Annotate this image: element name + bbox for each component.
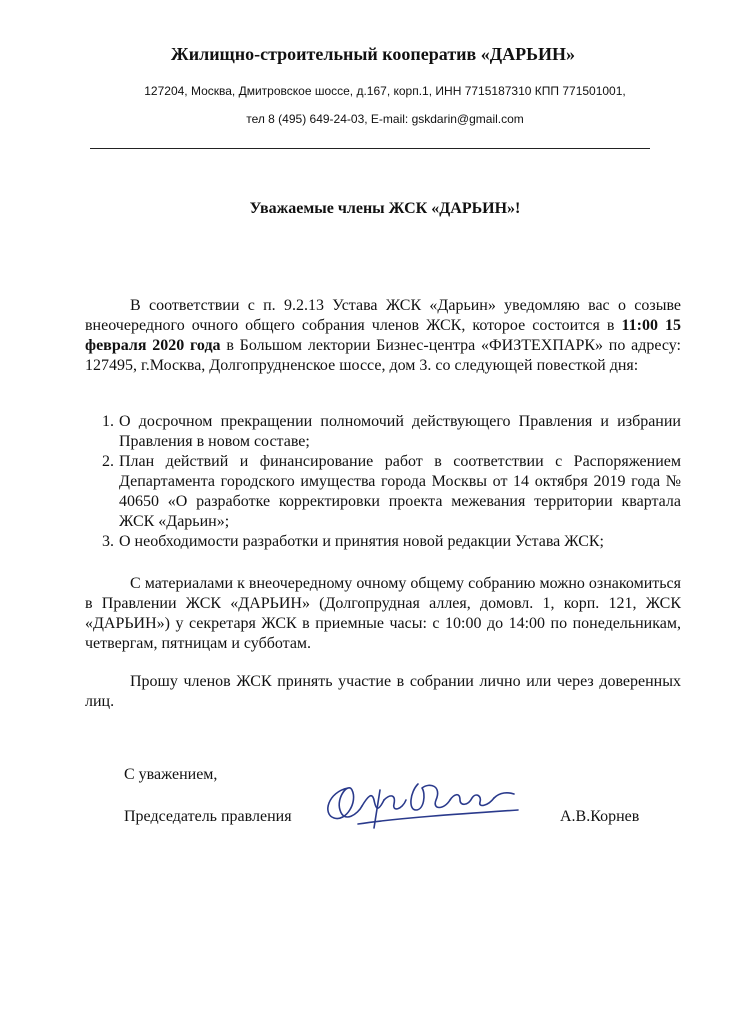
closing-regards: С уважением, (124, 766, 218, 783)
agenda-item-number: 2. (102, 453, 114, 470)
organization-contacts: тел 8 (495) 649-24-03, E-mail: gskdarin@gmail.com (246, 112, 524, 126)
agenda-item-text: План действий и финансирование работ в соответствии с Распоряжением Департамента городского имущества города Москвы от 14 октября 2019 года № 40650 «О разработке корректировки проекта межевания территории квартала ЖСК «Дарьин»; (119, 453, 681, 530)
meeting-datetime: 11:00 15 февраля 2020 года (85, 317, 681, 354)
intro-paragraph (85, 296, 681, 376)
materials-paragraph (85, 574, 681, 654)
request-text: Прошу членов ЖСК принять участие в собрании лично или через доверенных лиц. (85, 673, 681, 710)
materials-text: С материалами к внеочередному очному общему собранию можно ознакомиться в Правлении ЖСК «ДАРЬИН» (Долгопрудная аллея, домовл. 1, корп. 121, ЖСК «ДАРЬИН») у секретаря ЖСК в приемные часы: с 10:00 до 14:00 по понедельникам, четвергам, пятницам и субботам. (85, 575, 681, 652)
signer-position: Председатель правления (124, 808, 292, 825)
agenda-item (85, 412, 681, 452)
signer-name: А.В.Корнев (560, 808, 640, 825)
agenda-item-number: 1. (102, 413, 114, 430)
agenda-item-number: 3. (102, 533, 114, 550)
agenda-item-text: О необходимости разработки и принятия новой редакции Устава ЖСК; (119, 533, 604, 550)
organization-address: 127204, Москва, Дмитровское шоссе, д.167, корп.1, ИНН 7715187310 КПП 771501001, (144, 84, 626, 98)
agenda-list (85, 412, 681, 552)
agenda-item (85, 532, 681, 552)
greeting-heading: Уважаемые члены ЖСК «ДАРЬИН»! (249, 200, 521, 217)
intro-text-start: В соответствии с п. 9.2.13 Устава ЖСК «Дарьин» уведомляю вас о созыве внеочередного очного общего собрания членов ЖСК, которое состоится в (85, 297, 681, 334)
header-divider (90, 148, 650, 149)
agenda-item (85, 452, 681, 532)
agenda-item-text: О досрочном прекращении полномочий действующего Правления и избрании Правления в новом составе; (119, 413, 681, 450)
organization-name: Жилищно-строительный кооператив «ДАРЬИН» (170, 44, 576, 64)
request-paragraph (85, 672, 681, 712)
intro-text-end: в Большом лектории Бизнес-центра «ФИЗТЕХПАРК» по адресу: 127495, г.Москва, Долгопрудненское шоссе, дом 3. со следующей повесткой дня: (85, 337, 681, 374)
handwritten-signature (318, 770, 528, 840)
